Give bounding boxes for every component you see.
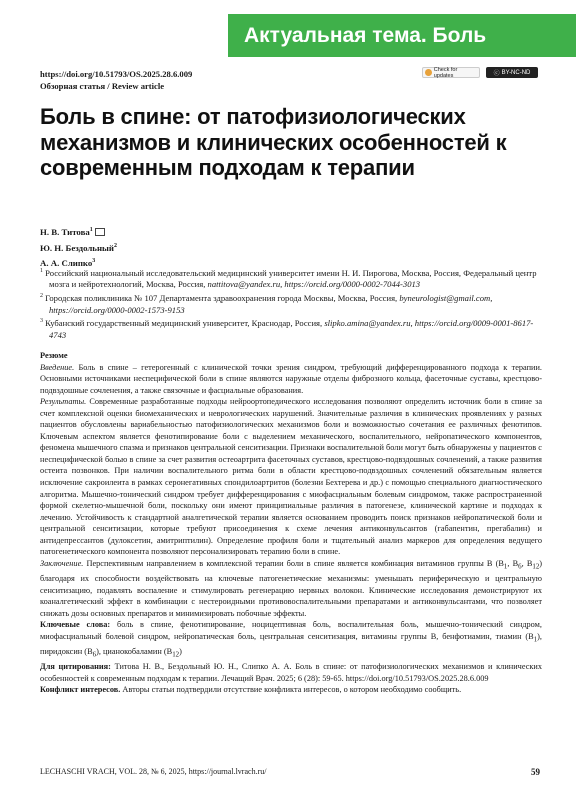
cc-icon: ⓒ — [493, 71, 500, 77]
affiliation: $^3$ Кубанский государственный медицинский университет, Краснодар, Россия, slipko.amina@yandex.ru, https://orcid.org/0009-0001-8617-4743 — [40, 317, 534, 340]
abstract-conclusion: Заключение. Перспективным направлением в комплексной терапии боли в спине является комбинация витаминов группы В ($В_1$, $В_6$, $В_{12}$) благодаря их способности воздействовать на ключевые патогенетические механизмы: уменьшать периферическую и центральную сенситизацию, подавлять воспаление и стимулировать регенерацию нервных волокон. Клинические исследования демонстрируют их коаналгетический эффект в комбинации с нестероидными противовоспалительными препаратами и антиконвульсантами, что позволяет снижать дозы основных препаратов и минимизировать побочные эффекты. — [40, 558, 543, 618]
abstract-intro: Введение. Боль в спине – гетерогенный с клинической точки зрения синдром, требующий дифференцированного подхода к терапии. Основными источниками неспецифической боли в спине являются наружные отделы фиброзного кольца, фасеточные суставы, крестцово-подвздошные сочленения, а также связочные и фасциальные образования. — [40, 362, 542, 395]
check-updates-icon — [425, 69, 432, 76]
abstract-results: Результаты. Современные разработанные подходы нейроортопедического исследования позволяют определить источник боли в спине за счет комплексной оценки биомеханических и неврологических нарушений. Значительные различия в клинических проявлениях у разных пациентов обусловлены вариабельностью патофизиологических механизмов боли и возможностью сочетания ее различных фенотипов. Ключевым аспектом является фенотипирование боли с выделением механического, воспалительного, нейропатического компонентов, феномена мышечного спазма и признаков центральной сенситизации. Признаки воспалительной боли могут быть обнаружены у пациентов с неспецифической болью в спине за счет развития остеоартрита фасеточных суставов, крестцово-подвздошных сочленений, а также развития остеита позвонков. При наличии воспалительного ритма боли в области крестцово-подвздошных сочленений обязательным является исключение сакроилеита в рамках серонегативных спондилоартритов (болезни Бехтерева и др.) с помощью специального диагностического алгоритма. Мышечно-тонический синдром требует дифференцирования с миофасциальным болевым синдромом, также распространенной формой скелетно-мышечной боли, поскольку они имеют принципиальные различия в патогенезе, клинической картине и подходах к лечению. Устойчивость к стандартной аналгетической терапии является основанием проводить поиск признаков нейропатической боли и центральной сенситизации, которые требуют присоединения к схеме лечения антиконвульсантов (габапентин, прегабалин) и антидепрессантов (дулоксетин, амитриптилин). Определение профиля боли и тщательный анализ маркеров для определения ведущего патогенетического компонента позволяют персонализировать терапию боли в спине. — [40, 397, 542, 557]
page-footer — [40, 767, 540, 777]
affiliation-contact[interactable]: byneurologist@gmail.com, https://orcid.org/0000-0002-1573-9153 — [49, 292, 493, 315]
author: Ю. Н. Бездольный$^2$ — [40, 242, 117, 253]
affiliation: $^2$ Городская поликлиника № 107 Департамента здравоохранения города Москвы, Москва, Россия, byneurologist@gmail.com, https://orcid.org/0000-0002-1573-9153 — [40, 292, 493, 315]
section-banner — [228, 14, 576, 57]
article-type: Обзорная статья / Review article — [40, 80, 165, 91]
affiliations — [40, 266, 540, 341]
footer-url[interactable]: https://journal.lvrach.ru/ — [188, 767, 267, 776]
footer-journal: LECHASCHI VRACH, VOL. 28, № 6, 2025, https://journal.lvrach.ru/ — [40, 767, 267, 776]
mail-icon[interactable] — [95, 228, 105, 236]
author-list — [40, 224, 117, 271]
page-number: 59 — [531, 767, 540, 777]
author: А. А. Слипко$^3$ — [40, 258, 96, 269]
article-meta — [40, 69, 192, 92]
abstract-heading: Резюме — [40, 351, 68, 360]
doi-link[interactable]: https://doi.org/10.51793/OS.2025.28.6.009 — [40, 69, 193, 79]
check-updates-badge[interactable] — [422, 67, 480, 78]
affiliation: $^1$ Российский национальный исследовательский медицинский университет имени Н. И. Пирогова, Москва, Россия, Федеральный центр мозга и нейротехнологий, Москва, Россия, nattitova@yandex.ru, https://orcid.org/0000-0002-7044-3013 — [40, 267, 537, 290]
keywords: Ключевые слова: боль в спине, фенотипирование, ноцицептивная боль, воспалительная боль, мышечно-тонический синдром, миофасциальный болевой синдром, нейропатическая боль, центральная сенситизация, витамины группы В, бенфотиамин, тиамин $(B_1)$, пиридоксин $(B_6)$, цианокобаламин $(B_{12})$ — [40, 620, 543, 659]
badges — [422, 67, 538, 78]
author: Н. В. Титова$^1$ — [40, 224, 117, 240]
license-label: BY-NC-ND — [501, 69, 531, 76]
affiliation-contact[interactable]: slipko.amina@yandex.ru, https://orcid.org/0009-0001-8617-4743 — [49, 317, 534, 340]
banner-text: Актуальная тема. Боль — [244, 23, 487, 47]
conflict-statement: Конфликт интересов. Авторы статьи подтвердили отсутствие конфликта интересов, о котором необходимо сообщить. — [40, 685, 462, 695]
article-title: Боль в спине: от патофизиологических механизмов и клинических особенностей к современным подходам к терапии — [40, 104, 507, 180]
abstract — [40, 350, 542, 696]
citation: Для цитирования: Титова Н. В., Бездольный Ю. Н., Слипко А. А. Боль в спине: от патофизиологических механизмов и клинических особенностей к современным подходам к терапии. Лечащий Врач. 2025; 6 (28): 59-65. https://doi.org/10.51793/OS.2025.28.6.009 — [40, 662, 543, 683]
affiliation-contact[interactable]: nattitova@yandex.ru, https://orcid.org/0000-0002-7044-3013 — [207, 279, 421, 290]
check-updates-label: Check for updates — [433, 66, 458, 79]
license-badge[interactable] — [486, 67, 538, 78]
